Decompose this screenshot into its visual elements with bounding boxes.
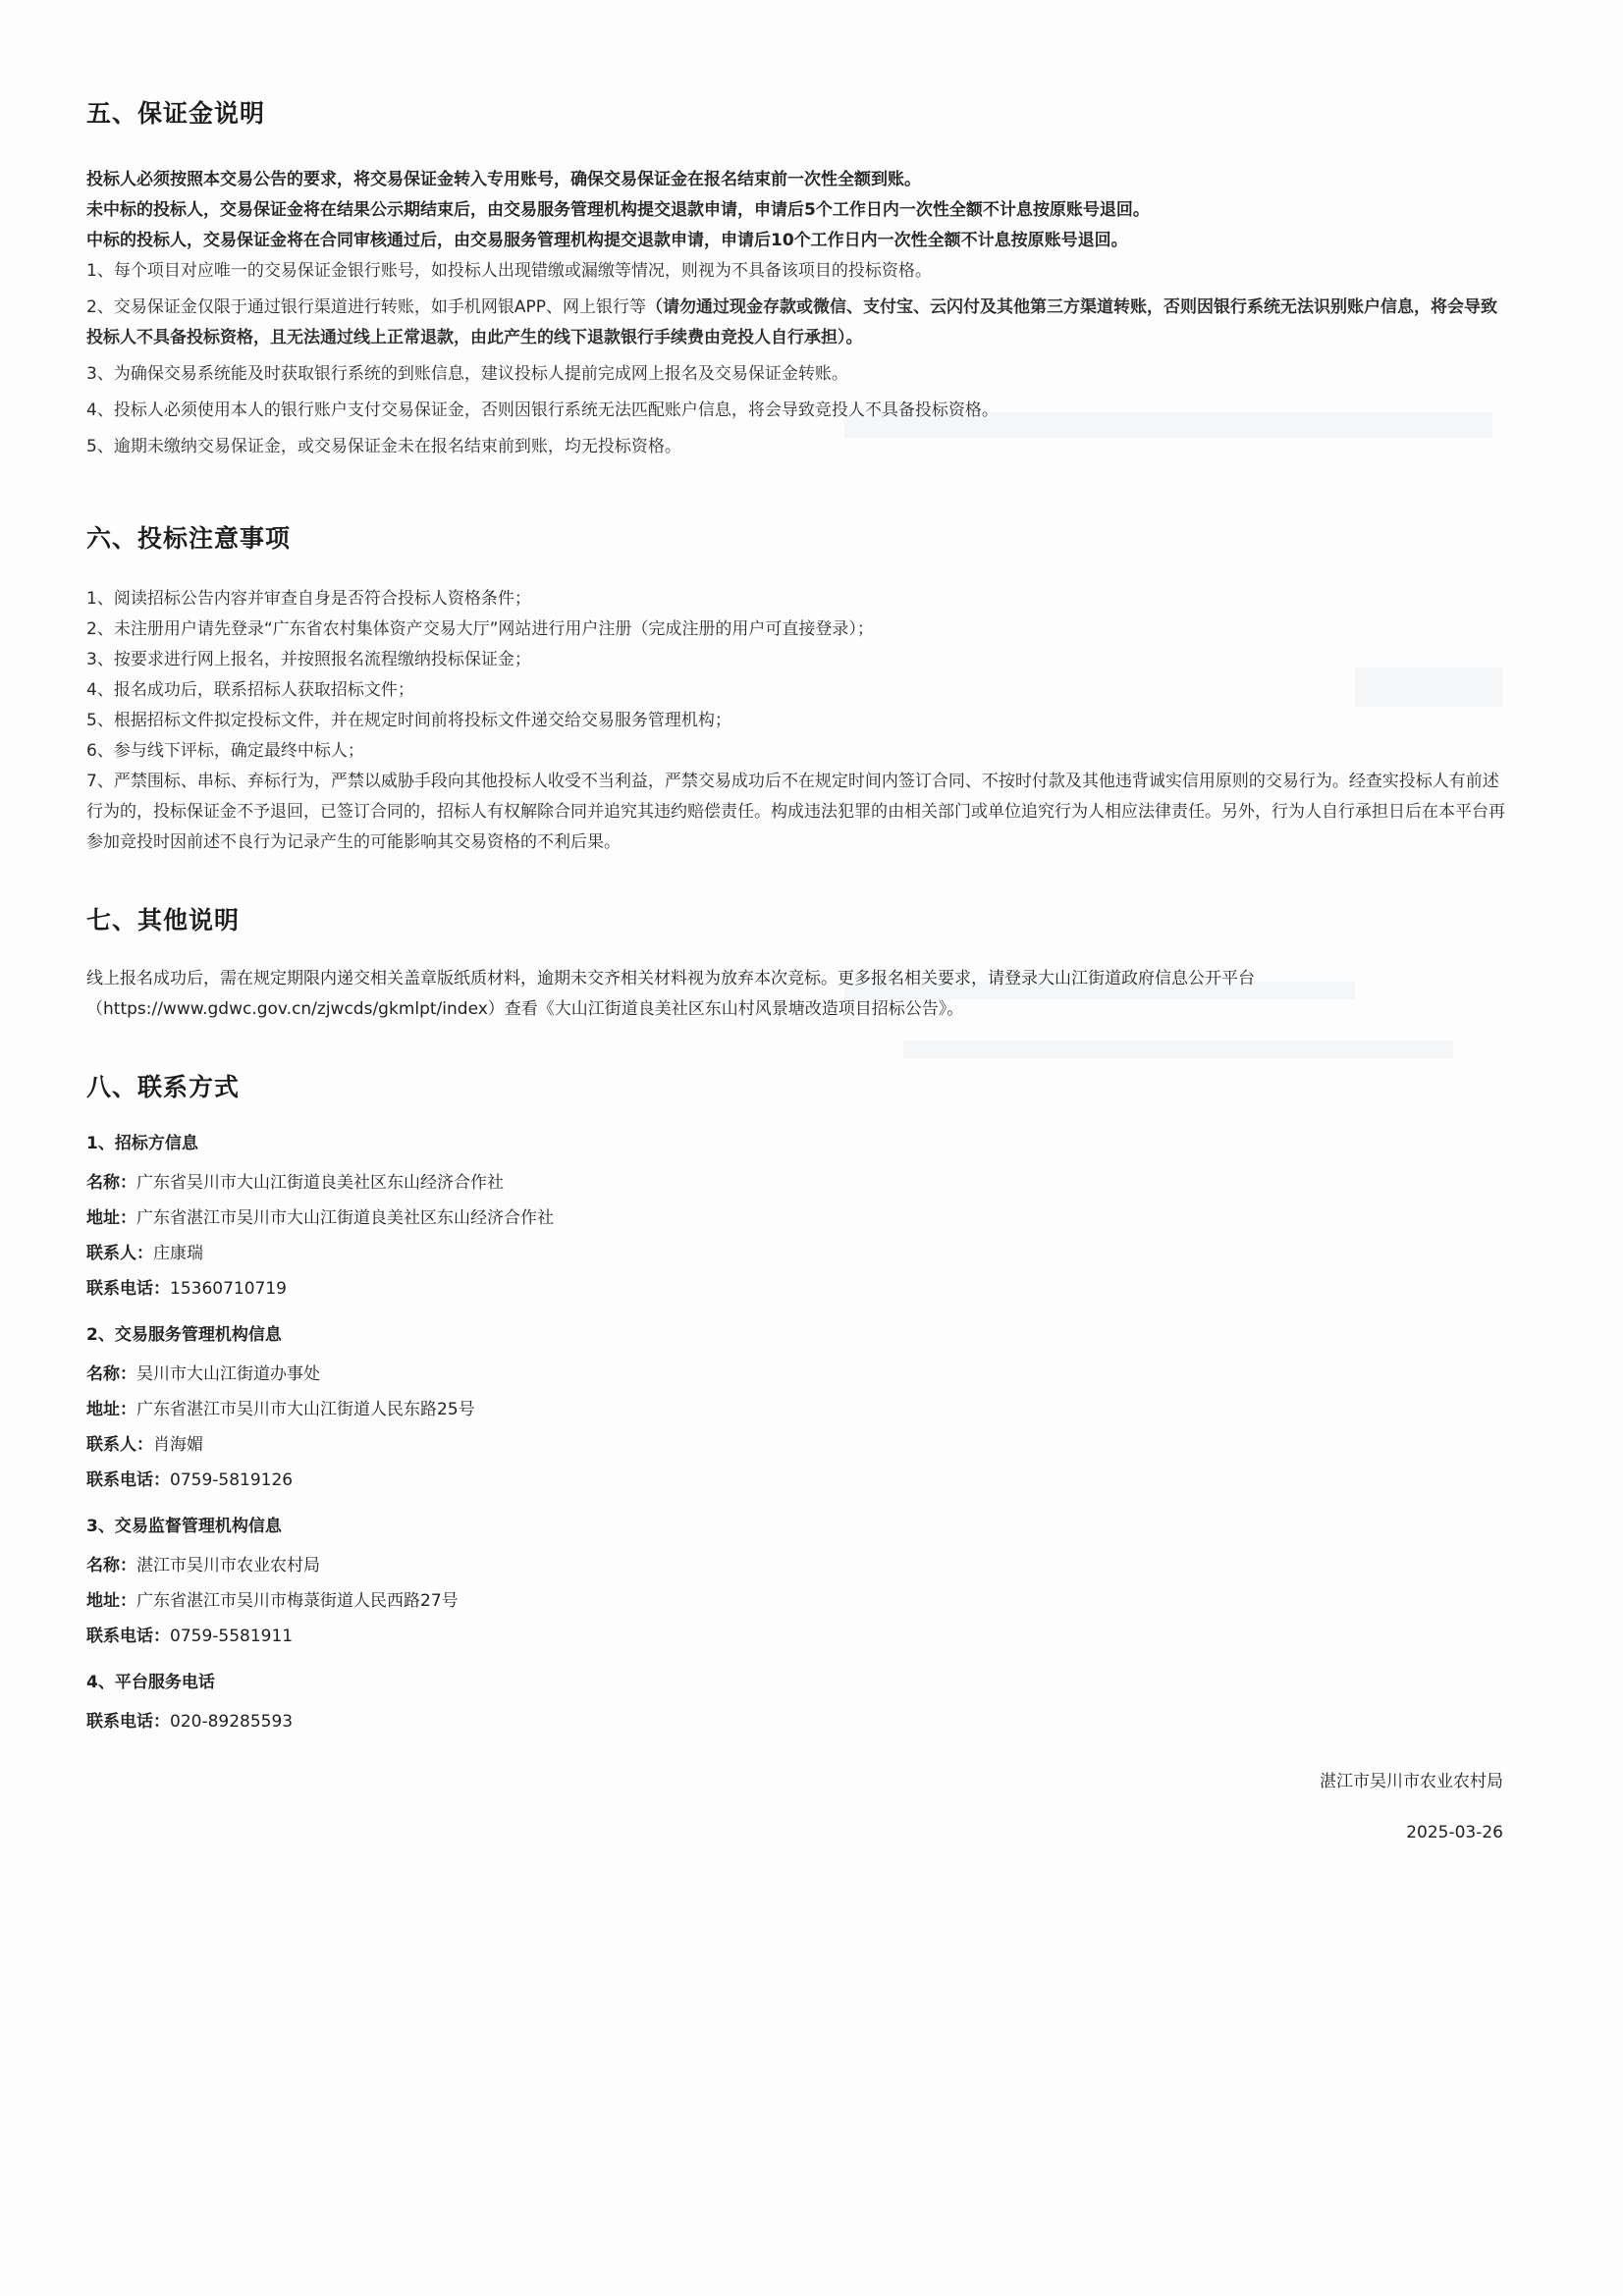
field-value: 湛江市吴川市农业农村局 (136, 1556, 320, 1575)
field-label: 联系电话： (86, 1627, 170, 1646)
contact-group-trading-service (86, 1320, 1510, 1498)
field-label: 地址： (86, 1208, 136, 1228)
document-body (86, 94, 1510, 1739)
contact-group-title: 1、招标方信息 (86, 1134, 198, 1153)
other-notes-text: 线上报名成功后，需在规定期限内递交相关盖章版纸质材料，逾期未交齐相关材料视为放弃本次竞标。更多报名相关要求，请登录大山江街道政府信息公开平台（https://www.gdwc.gov.cn/zjwcds/gkmlpt/index）查看《大山江街道良美社区东山村风景塘改造项目招标公告》。 (86, 969, 1255, 1019)
field-value: 0759-5819126 (170, 1470, 294, 1490)
deposit-item: 4、投标人必须使用本人的银行账户支付交易保证金，否则因银行系统无法匹配账户信息，将会导致竞投人不具备投标资格。 (86, 400, 999, 420)
field-label: 联系电话： (86, 1712, 170, 1732)
field-value: 020-89285593 (170, 1712, 294, 1732)
deposit-item: 5、逾期未缴纳交易保证金，或交易保证金未在报名结束前到账，均无投标资格。 (86, 437, 681, 456)
section-title: 八、联系方式 (86, 1073, 241, 1101)
section-bidding-notes (86, 519, 1510, 858)
bidding-note-item: 4、报名成功后，联系招标人获取招标文件； (86, 680, 414, 700)
section-title: 五、保证金说明 (86, 99, 266, 128)
field-label: 联系电话： (86, 1470, 170, 1490)
section-contacts (86, 1068, 1510, 1739)
field-label: 地址： (86, 1400, 136, 1419)
field-value: 庄康瑞 (153, 1244, 203, 1263)
contact-name-row (86, 1548, 1510, 1583)
bidding-note-item: 1、阅读招标公告内容并审查自身是否符合投标人资格条件； (86, 589, 531, 609)
contact-person-row (86, 1427, 1510, 1463)
field-value: 15360710719 (170, 1279, 287, 1299)
section-title: 七、其他说明 (86, 906, 241, 934)
field-label: 名称： (86, 1173, 136, 1193)
contact-address-row (86, 1392, 1510, 1427)
field-value: 广东省吴川市大山江街道良美社区东山经济合作社 (136, 1173, 504, 1193)
contact-phone-row (86, 1704, 1510, 1739)
deposit-item (86, 293, 1510, 353)
field-value: 0759-5581911 (170, 1627, 294, 1646)
field-label: 地址： (86, 1591, 136, 1611)
contact-group-supervision (86, 1512, 1510, 1654)
bidding-note-item: 5、根据招标文件拟定投标文件，并在规定时间前将投标文件递交给交易服务管理机构； (86, 711, 731, 730)
field-value: 吴川市大山江街道办事处 (136, 1364, 320, 1384)
deposit-item-warning: （请勿通过现金存款或微信、支付宝、云闪付及其他第三方渠道转账，否则因银行系统无法识别账户信息，将会导致投标人不具备投标资格，且无法通过线上正常退款，由此产生的线下退款银行手续费由竞投人自行承担）。 (86, 297, 1497, 347)
deposit-intro-line: 中标的投标人，交易保证金将在合同审核通过后，由交易服务管理机构提交退款申请，申请后10个工作日内一次性全额不计息按原账号退回。 (86, 231, 1128, 250)
contact-group-tenderer (86, 1129, 1510, 1307)
contact-person-row (86, 1236, 1510, 1271)
contact-group-title: 3、交易监督管理机构信息 (86, 1517, 282, 1536)
contact-phone-row (86, 1619, 1510, 1654)
field-label: 名称： (86, 1364, 136, 1384)
deposit-item-text: 2、交易保证金仅限于通过银行渠道进行转账，如手机网银APP、网上银行等 (86, 297, 646, 317)
signature-block (1320, 1769, 1503, 1845)
bidding-note-item: 3、按要求进行网上报名，并按照报名流程缴纳投标保证金； (86, 650, 531, 669)
contact-address-row (86, 1201, 1510, 1236)
signature-date: 2025-03-26 (1406, 1823, 1503, 1842)
contact-group-title: 2、交易服务管理机构信息 (86, 1325, 282, 1345)
contact-name-row (86, 1165, 1510, 1201)
field-label: 名称： (86, 1556, 136, 1575)
bidding-note-item: 7、严禁围标、串标、弃标行为，严禁以威胁手段向其他投标人收受不当利益，严禁交易成功后不在规定时间内签订合同、不按时付款及其他违背诚实信用原则的交易行为。经查实投标人有前述行为的，投标保证金不予退回，已签订合同的，招标人有权解除合同并追究其违约赔偿责任。构成违法犯罪的由相关部门或单位追究行为人相应法律责任。另外，行为人自行承担日后在本平台再参加竞投时因前述不良行为记录产生的可能影响其交易资格的不利后果。 (86, 772, 1505, 852)
section-title: 六、投标注意事项 (86, 524, 292, 553)
bidding-note-item: 6、参与线下评标，确定最终中标人； (86, 741, 364, 761)
field-label: 联系人： (86, 1435, 153, 1455)
section-other-notes (86, 901, 1510, 1025)
contact-phone-row (86, 1271, 1510, 1307)
field-value: 广东省湛江市吴川市大山江街道良美社区东山经济合作社 (136, 1208, 554, 1228)
signature-organization: 湛江市吴川市农业农村局 (1320, 1772, 1503, 1791)
contact-address-row (86, 1583, 1510, 1619)
field-label: 联系人： (86, 1244, 153, 1263)
section-deposit (86, 94, 1510, 462)
contact-phone-row (86, 1463, 1510, 1498)
deposit-item: 1、每个项目对应唯一的交易保证金银行账号，如投标人出现错缴或漏缴等情况，则视为不具备该项目的投标资格。 (86, 261, 932, 281)
contact-name-row (86, 1357, 1510, 1392)
deposit-intro-line: 未中标的投标人，交易保证金将在结果公示期结束后，由交易服务管理机构提交退款申请，申请后5个工作日内一次性全额不计息按原账号退回。 (86, 200, 1150, 220)
field-label: 联系电话： (86, 1279, 170, 1299)
deposit-intro-line: 投标人必须按照本交易公告的要求，将交易保证金转入专用账号，确保交易保证金在报名结束前一次性全额到账。 (86, 170, 921, 189)
contact-group-platform (86, 1668, 1510, 1739)
field-value: 广东省湛江市吴川市大山江街道人民东路25号 (136, 1400, 475, 1419)
field-value: 广东省湛江市吴川市梅菉街道人民西路27号 (136, 1591, 459, 1611)
bidding-note-item: 2、未注册用户请先登录“广东省农村集体资产交易大厅”网站进行用户注册（完成注册的用户可直接登录）； (86, 619, 874, 639)
contact-group-title: 4、平台服务电话 (86, 1673, 215, 1692)
field-value: 肖海媚 (153, 1435, 203, 1455)
deposit-item: 3、为确保交易系统能及时获取银行系统的到账信息，建议投标人提前完成网上报名及交易保证金转账。 (86, 364, 848, 384)
